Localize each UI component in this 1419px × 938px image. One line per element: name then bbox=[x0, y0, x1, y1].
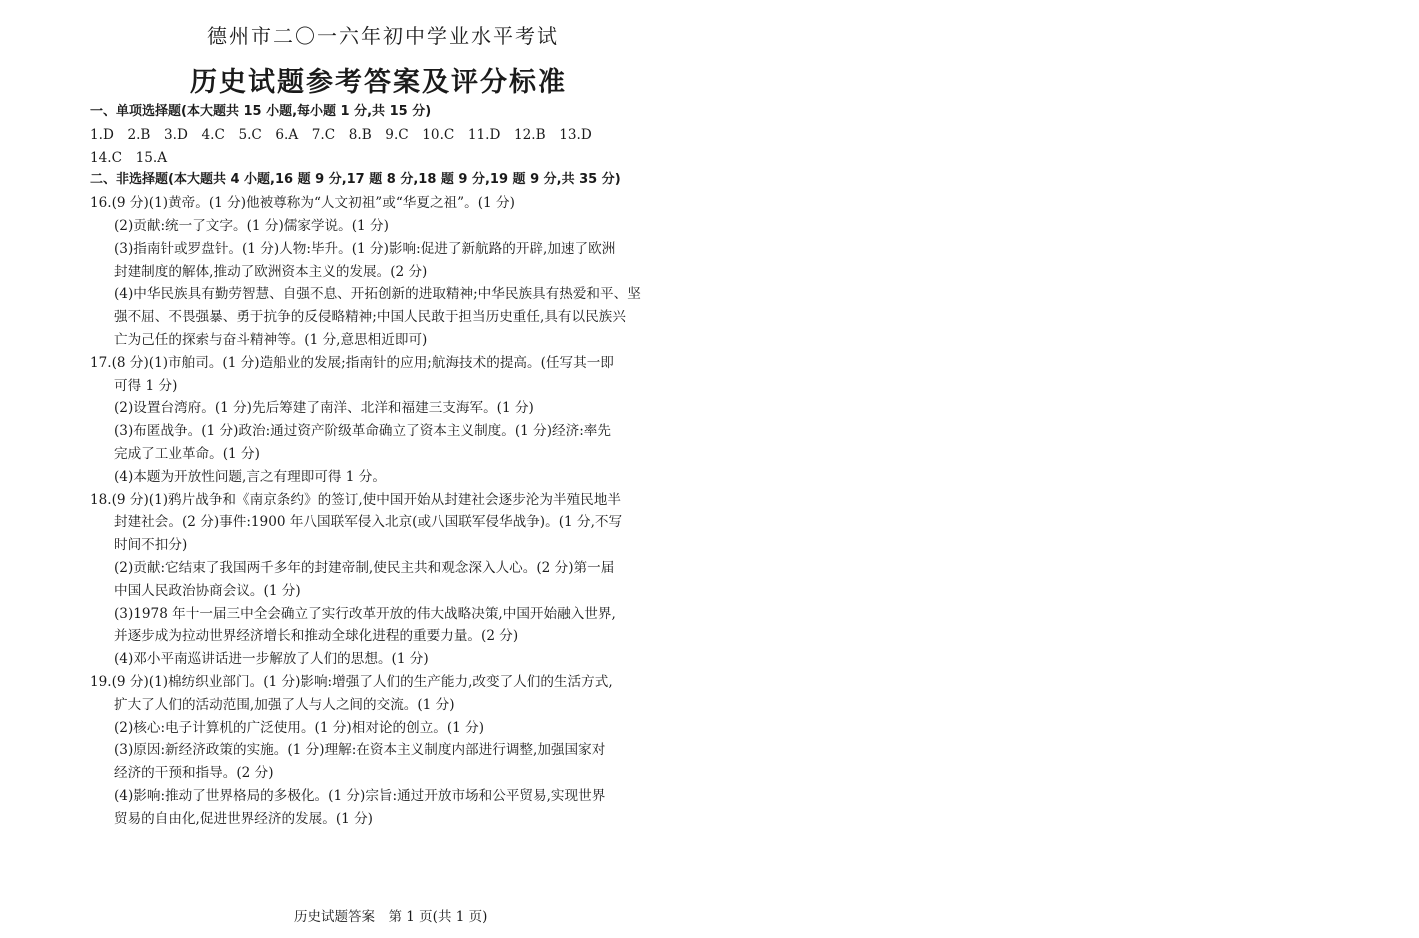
answer-continuation-line: 贸易的自由化,促进世界经济的发展。(1 分) bbox=[114, 810, 373, 827]
multiple-choice-answers: 14.C 15.A bbox=[90, 149, 168, 166]
answer-continuation-line: (2)贡献:它结束了我国两千多年的封建帝制,使民主共和观念深入人心。(2 分)第一届 bbox=[114, 559, 615, 576]
answer-continuation-line: 经济的干预和指导。(2 分) bbox=[114, 765, 274, 782]
answer-continuation-line: (4)中华民族具有勤劳智慧、自强不息、开拓创新的进取精神;中华民族具有热爱和平、坚 bbox=[114, 286, 641, 303]
answer-continuation-line: 封建制度的解体,推动了欧洲资本主义的发展。(2 分) bbox=[114, 263, 428, 280]
answer-continuation-line: (2)核心:电子计算机的广泛使用。(1 分)相对论的创立。(1 分) bbox=[114, 719, 485, 736]
question-answer-line: 16.(9 分)(1)黄帝。(1 分)他被尊称为“人文初祖”或“华夏之祖”。(1 分) bbox=[90, 195, 515, 212]
page-footer: 历史试题答案 第 1 页(共 1 页) bbox=[294, 909, 488, 925]
multiple-choice-answers: 1.D 2.B 3.D 4.C 5.C 6.A 7.C 8.B 9.C 10.C 11.D 12.B 13.D bbox=[90, 126, 592, 143]
answer-continuation-line: 时间不扣分) bbox=[114, 537, 188, 554]
answer-continuation-line: 可得 1 分) bbox=[114, 377, 178, 394]
answer-continuation-line: (3)原因:新经济政策的实施。(1 分)理解:在资本主义制度内部进行调整,加强国家对 bbox=[114, 742, 606, 759]
answer-continuation-line: (3)指南针或罗盘针。(1 分)人物:毕升。(1 分)影响:促进了新航路的开辟,加速了欧洲 bbox=[114, 240, 616, 257]
answer-continuation-line: (3)1978 年十一届三中全会确立了实行改革开放的伟大战略决策,中国开始融入世界, bbox=[114, 605, 616, 622]
question-answer-line: 19.(9 分)(1)棉纺织业部门。(1 分)影响:增强了人们的生产能力,改变了人们的生活方式, bbox=[90, 673, 613, 690]
answer-continuation-line: (4)影响:推动了世界格局的多极化。(1 分)宗旨:通过开放市场和公平贸易,实现世界 bbox=[114, 787, 606, 804]
answer-continuation-line: (3)布匿战争。(1 分)政治:通过资产阶级革命确立了资本主义制度。(1 分)经济:率先 bbox=[114, 423, 611, 440]
answer-body bbox=[90, 101, 690, 831]
answer-continuation-line: 扩大了人们的活动范围,加强了人与人之间的交流。(1 分) bbox=[114, 696, 455, 713]
answer-continuation-line: (4)本题为开放性问题,言之有理即可得 1 分。 bbox=[114, 468, 386, 485]
section-heading: 一、单项选择题(本大题共 15 小题,每小题 1 分,共 15 分) bbox=[90, 104, 432, 119]
question-answer-line: 18.(9 分)(1)鸦片战争和《南京条约》的签订,使中国开始从封建社会逐步沦为半殖民地半 bbox=[90, 491, 621, 508]
answer-continuation-line: 封建社会。(2 分)事件:1900 年八国联军侵入北京(或八国联军侵华战争)。(1 分,不写 bbox=[114, 514, 623, 531]
page-title: 历史试题参考答案及评分标准 bbox=[190, 67, 567, 98]
answer-continuation-line: (2)设置台湾府。(1 分)先后筹建了南洋、北洋和福建三支海军。(1 分) bbox=[114, 400, 534, 417]
exam-title: 德州市二〇一六年初中学业水平考试 bbox=[207, 24, 559, 48]
answer-continuation-line: (2)贡献:统一了文字。(1 分)儒家学说。(1 分) bbox=[114, 217, 389, 234]
answer-continuation-line: 并逐步成为拉动世界经济增长和推动全球化进程的重要力量。(2 分) bbox=[114, 628, 519, 645]
section-heading: 二、非选择题(本大题共 4 小题,16 题 9 分,17 题 8 分,18 题 9 分,19 题 9 分,共 35 分) bbox=[90, 172, 621, 188]
answer-continuation-line: 完成了工业革命。(1 分) bbox=[114, 445, 260, 462]
answer-continuation-line: 强不屈、不畏强暴、勇于抗争的反侵略精神;中国人民敢于担当历史重任,具有以民族兴 bbox=[114, 309, 626, 326]
answer-continuation-line: (4)邓小平南巡讲话进一步解放了人们的思想。(1 分) bbox=[114, 651, 429, 668]
answer-continuation-line: 亡为己任的探索与奋斗精神等。(1 分,意思相近即可) bbox=[114, 331, 428, 348]
answer-continuation-line: 中国人民政治协商会议。(1 分) bbox=[114, 582, 301, 599]
question-answer-line: 17.(8 分)(1)市舶司。(1 分)造船业的发展;指南针的应用;航海技术的提高。(任写其一即 bbox=[90, 354, 614, 371]
